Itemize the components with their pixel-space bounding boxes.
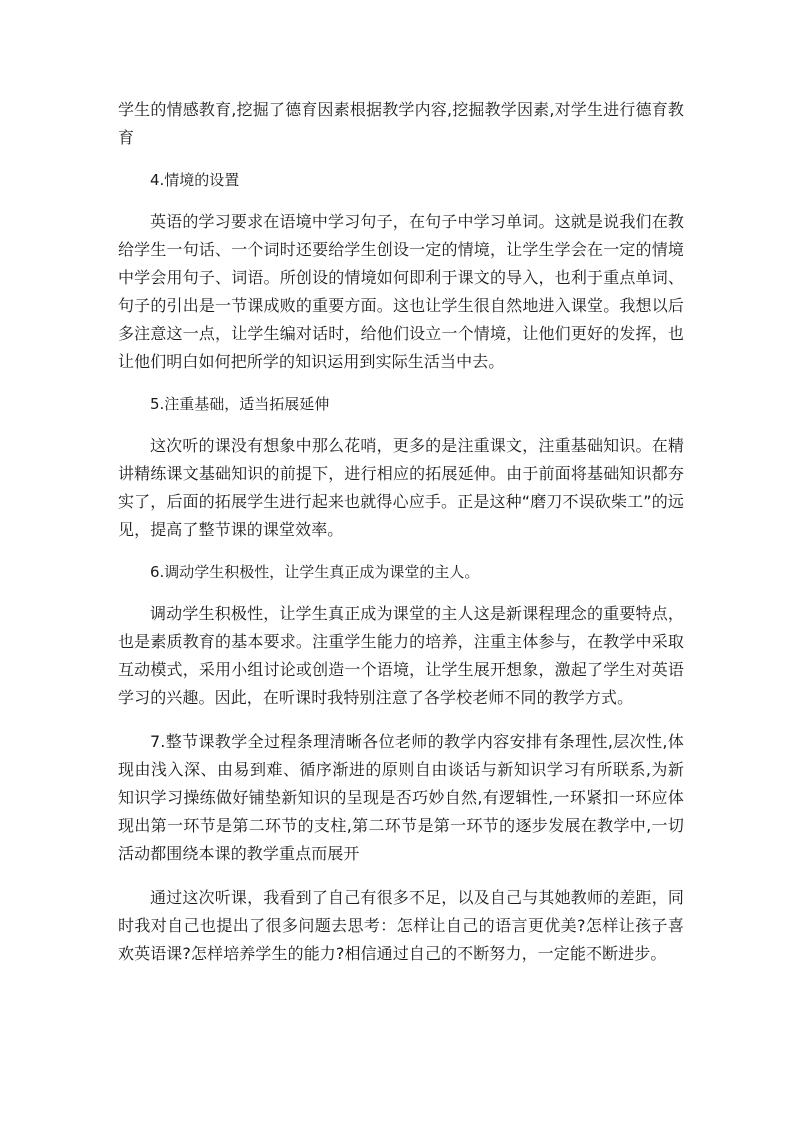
paragraph-reflection: 通过这次听课，我看到了自己有很多不足，以及自己与其她教师的差距，同时我对自己也提出了很多问题去思考：怎样让自己的语言更优美?怎样让孩子喜欢英语课?怎样培养学生的能力?相信通过自己的不断努力，一定能不断进步。	[118, 888, 684, 963]
heading-student-initiative: 6.调动学生积极性，让学生真正成为课堂的主人。	[150, 563, 480, 581]
document-body	[118, 96, 684, 968]
heading-foundation-extension: 5.注重基础，适当拓展延伸	[150, 395, 330, 413]
paragraph-moral-education: 学生的情感教育,挖掘了德育因素根据教学内容,挖掘教学因素,对学生进行德育教育	[118, 100, 684, 147]
paragraph-context-setting: 英语的学习要求在语境中学习句子，在句子中学习单词。这就是说我们在教给学生一句话、一个词时还要给学生创设一定的情境，让学生学会在一定的情境中学会用句子、词语。所创设的情境如何即利于课文的导入，也利于重点单词、句子的引出是一节课成败的重要方面。这也让学生很自然地进入课堂。我想以后多注意这一点，让学生编对话时，给他们设立一个情境，让他们更好的发挥，也让他们明白如何把所学的知识运用到实际生活当中去。	[118, 212, 684, 371]
paragraph-lesson-structure: 7.整节课教学全过程条理清晰各位老师的教学内容安排有条理性,层次性,体现由浅入深、由易到难、循序渐进的原则自由谈话与新知识学习有所联系,为新知识学习操练做好铺垫新知识的呈现是否巧妙自然,有逻辑性,一环紧扣一环应体现出第一环节是第二环节的支柱,第二环节是第一环节的逐步发展在教学中,一切活动都围绕本课的教学重点而展开	[118, 732, 684, 863]
heading-context-setting: 4.情境的设置	[150, 171, 240, 189]
paragraph-student-initiative: 调动学生积极性，让学生真正成为课堂的主人这是新课程理念的重要特点，也是素质教育的基本要求。注重学生能力的培养，注重主体参与，在教学中采取互动模式，采用小组讨论或创造一个语境，让学生展开想象，激起了学生对英语学习的兴趣。因此，在听课时我特别注意了各学校老师不同的教学方式。	[118, 604, 684, 707]
paragraph-foundation-extension: 这次听的课没有想象中那么花哨，更多的是注重课文，注重基础知识。在精讲精练课文基础知识的前提下，进行相应的拓展延伸。由于前面将基础知识都夯实了，后面的拓展学生进行起来也就得心应手。正是这种“磨刀不误砍柴工”的远见，提高了整节课的课堂效率。	[118, 436, 684, 539]
